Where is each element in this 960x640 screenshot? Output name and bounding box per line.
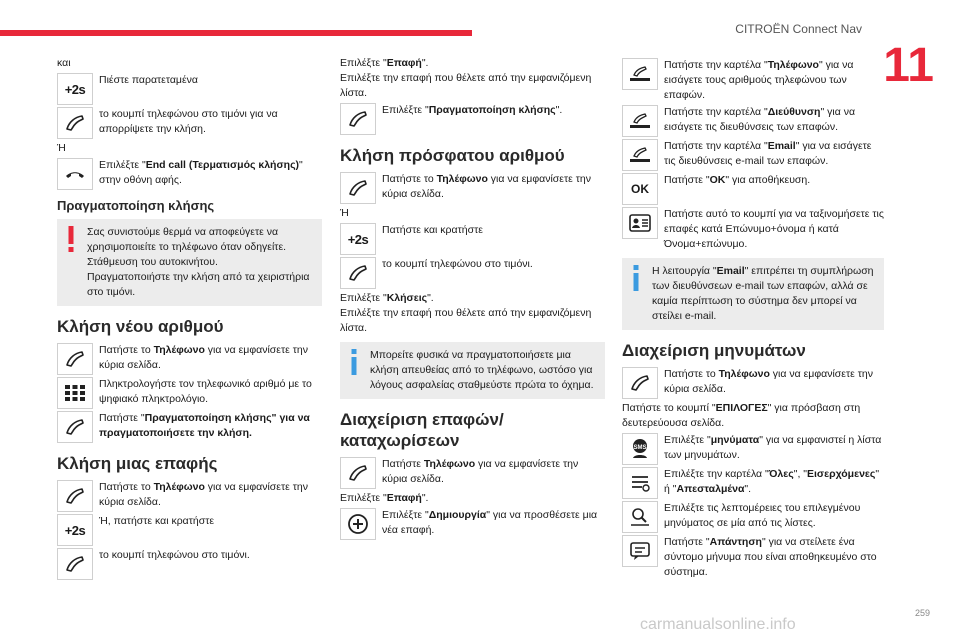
instruction-row: [57, 514, 322, 546]
phone-icon: [346, 108, 370, 130]
instruction-text: Επιλέξτε "μηνύματα" για να εμφανιστεί η λίστα των μηνυμάτων.: [664, 434, 882, 461]
phone-tab-icon: [628, 63, 652, 85]
phone-icon: [622, 367, 658, 399]
instruction-row: [622, 207, 884, 252]
body-text: Επιλέξτε "Κλήσεις".: [340, 292, 434, 304]
sort-contacts-icon: [628, 212, 652, 234]
reply-message-icon: [628, 540, 652, 562]
info-text: Η λειτουργία "Email" επιτρέπει τη συμπλήρωση των διευθύνσεων e-mail των επαφών, αλλά σε καμία περίπτωση το σύστημα δεν μπορεί να στείλει e-mail.: [652, 265, 874, 322]
column-1: [57, 56, 322, 582]
section-heading: Πραγματοποίηση κλήσης: [57, 198, 215, 213]
instruction-text: Πατήστε και κρατήστε: [382, 224, 483, 236]
phone-icon: [63, 112, 87, 134]
info-text: Μπορείτε φυσικά να πραγματοποιήσετε μια κλήση απευθείας από το τηλέφωνο, ωστόσο για λόγους ασφαλείας σταθμεύστε πρώτα το όχημα.: [370, 349, 594, 391]
instruction-text: Επιλέξτε την καρτέλα "Όλες", "Εισερχόμενες" ή "Απεσταλμένα".: [664, 468, 880, 495]
phone-icon: [340, 257, 376, 289]
keypad-icon: [57, 377, 93, 409]
phone-icon: [57, 107, 93, 139]
instruction-row: [57, 480, 322, 512]
add-circle-icon: [346, 513, 370, 535]
instruction-text: Πατήστε το Τηλέφωνο για να εμφανίσετε την κύρια σελίδα.: [99, 481, 308, 508]
instruction-text: Πατήστε την καρτέλα "Τηλέφωνο" για να εισάγετε τους αριθμούς τηλεφώνου των επαφών.: [664, 59, 854, 101]
or-text: Ή: [57, 142, 66, 154]
instruction-text: το κουμπί τηλεφώνου στο τιμόνι για να απορρίψετε την κλήση.: [99, 108, 278, 135]
info-icon: [346, 348, 362, 376]
instruction-row: [57, 411, 322, 443]
watermark: carmanualsonline.info: [640, 616, 796, 633]
plus2s-icon: [340, 223, 376, 255]
plus2s-symbol: +2s: [64, 81, 86, 97]
instruction-row: [622, 501, 884, 533]
instruction-row: [340, 508, 605, 540]
instruction-text: Επιλέξτε "Δημιουργία" για να προσθέσετε μια νέα επαφή.: [382, 509, 598, 536]
phone-icon: [57, 411, 93, 443]
instruction-text: Πατήστε "Πραγματοποίηση κλήσης" για να πραγματοποιήσετε την κλήση.: [99, 412, 310, 439]
instruction-text: Πατήστε το Τηλέφωνο για να εμφανίσετε την κύρια σελίδα.: [664, 368, 873, 395]
phone-icon: [340, 457, 376, 489]
warning-text: Πραγματοποιήστε την κλήση από τα χειριστήρια στο τιμόνι.: [87, 271, 310, 298]
instruction-row: [622, 139, 884, 171]
section-heading: Κλήση πρόσφατου αριθμού: [340, 146, 565, 165]
add-circle-icon: [340, 508, 376, 540]
body-text: Επιλέξτε την επαφή που θέλετε από την εμφανιζόμενη λίστα.: [340, 307, 592, 334]
sms-label: SMS: [633, 445, 647, 451]
instruction-row: [622, 433, 884, 465]
phone-icon: [63, 348, 87, 370]
body-text: Επιλέξτε την επαφή που θέλετε από την εμφανιζόμενη λίστα.: [340, 72, 592, 99]
phone-icon: [628, 372, 652, 394]
instruction-text: το κουμπί τηλεφώνου στο τιμόνι.: [99, 549, 250, 561]
instruction-row: [622, 105, 884, 137]
phone-icon: [57, 548, 93, 580]
message-detail-icon: [628, 506, 652, 528]
instruction-text: Πατήστε το Τηλέφωνο για να εμφανίσετε την κύρια σελίδα.: [382, 173, 591, 200]
instruction-row: [57, 343, 322, 375]
phone-icon: [340, 103, 376, 135]
hangup-icon: [63, 163, 87, 185]
phone-icon: [63, 553, 87, 575]
info-icon: [628, 264, 644, 292]
instruction-text: Επιλέξτε "End call (Τερματισμός κλήσης)" στην οθόνη αφής.: [99, 159, 303, 186]
address-tab-icon: [628, 110, 652, 132]
keypad-icon: [63, 382, 87, 404]
instruction-text: Πιέστε παρατεταμένα: [99, 74, 198, 86]
info-note: [622, 258, 884, 330]
phone-icon: [57, 343, 93, 375]
ok-symbol: OK: [631, 181, 649, 196]
address-tab-icon: [622, 105, 658, 137]
instruction-text: Πατήστε "Απάντηση" για να στείλετε ένα σύντομο μήνυμα που είναι αποθηκευμένο στο σύστημα.: [664, 536, 877, 578]
instruction-text: Επιλέξτε "Πραγματοποίηση κλήσης".: [382, 104, 563, 116]
phone-icon: [346, 262, 370, 284]
warning-text: Στάθμευση του αυτοκινήτου.: [87, 256, 218, 268]
reply-message-icon: [622, 535, 658, 567]
section-heading: Διαχείριση επαφών/ καταχωρίσεων: [340, 410, 504, 450]
instruction-row: [57, 548, 322, 580]
body-text: Πατήστε το κουμπί "ΕΠΙΛΟΓΕΣ" για πρόσβαση στη δευτερεύουσα σελίδα.: [622, 402, 861, 429]
instruction-row: [340, 457, 605, 489]
phone-icon: [346, 462, 370, 484]
instruction-row: [340, 223, 605, 255]
instruction-row: [622, 173, 884, 205]
instruction-text: το κουμπί τηλεφώνου στο τιμόνι.: [382, 258, 533, 270]
instruction-row: [622, 467, 884, 499]
intro-text: και: [57, 57, 71, 69]
page-number: 259: [914, 608, 930, 618]
header-accent-bar: [0, 30, 472, 36]
warning-text: Σας συνιστούμε θερμά να αποφεύγετε να χρησιμοποιείτε το τηλέφωνο όταν οδηγείτε.: [87, 226, 287, 253]
instruction-row: [622, 367, 884, 399]
instruction-text: Πατήστε αυτό το κουμπί για να ταξινομήσετε τις επαφές κατά Επώνυμο+όνομα ή κατά Όνομα+επώνυμο.: [664, 208, 884, 250]
section-heading: Διαχείριση μηνυμάτων: [622, 341, 806, 360]
section-heading: Κλήση νέου αριθμού: [57, 317, 224, 336]
instruction-row: [57, 73, 322, 105]
message-list-icon: [628, 472, 652, 494]
message-list-icon: [622, 467, 658, 499]
plus2s-symbol: +2s: [64, 522, 86, 538]
instruction-row: [622, 535, 884, 580]
phone-tab-icon: [622, 58, 658, 90]
header-title: CITROËN Connect Nav: [735, 22, 862, 36]
plus2s-icon: [57, 514, 93, 546]
or-text: Ή: [340, 207, 349, 219]
instruction-row: [340, 172, 605, 204]
plus2s-icon: [57, 73, 93, 105]
instruction-text: Πατήστε "OK" για αποθήκευση.: [664, 174, 811, 186]
instruction-text: Πληκτρολογήστε τον τηλεφωνικό αριθμό με το ψηφιακό πληκτρολόγιο.: [99, 378, 312, 405]
sort-contacts-icon: [622, 207, 658, 239]
phone-icon: [63, 485, 87, 507]
section-heading: Κλήση μιας επαφής: [57, 454, 218, 473]
chapter-number: 11: [883, 39, 934, 92]
body-text: Επιλέξτε "Επαφή".: [340, 492, 429, 504]
email-tab-icon: [622, 139, 658, 171]
sms-icon: [622, 433, 658, 465]
plus2s-symbol: +2s: [347, 231, 369, 247]
warning-icon: [63, 225, 79, 253]
warning-note: [57, 219, 322, 306]
email-tab-icon: [628, 144, 652, 166]
instruction-row: [622, 58, 884, 103]
hangup-icon: [57, 158, 93, 190]
instruction-text: Ή, πατήστε και κρατήστε: [99, 515, 215, 527]
info-note: [340, 342, 605, 399]
instruction-row: [57, 377, 322, 409]
instruction-row: [340, 103, 605, 135]
phone-icon: [57, 480, 93, 512]
column-2: [340, 56, 605, 542]
ok-icon: [622, 173, 658, 205]
instruction-row: [340, 257, 605, 289]
instruction-row: [57, 158, 322, 190]
body-text: Επιλέξτε "Επαφή".: [340, 57, 429, 69]
instruction-text: Επιλέξτε τις λεπτομέρειες του επιλεγμένου μηνύματος σε μία από τις λίστες.: [664, 502, 861, 529]
column-3: [622, 56, 884, 582]
phone-icon: [340, 172, 376, 204]
instruction-text: Πατήστε την καρτέλα "Email" για να εισάγετε τις διευθύνσεις e-mail των επαφών.: [664, 140, 872, 167]
phone-icon: [63, 416, 87, 438]
message-detail-icon: [622, 501, 658, 533]
instruction-text: Πατήστε την καρτέλα "Διεύθυνση" για να εισάγετε τις διευθύνσεις των επαφών.: [664, 106, 856, 133]
instruction-text: Πατήστε Τηλέφωνο για να εμφανίσετε την κύρια σελίδα.: [382, 458, 579, 485]
instruction-row: [57, 107, 322, 139]
instruction-text: Πατήστε το Τηλέφωνο για να εμφανίσετε την κύρια σελίδα.: [99, 344, 308, 371]
phone-icon: [346, 177, 370, 199]
